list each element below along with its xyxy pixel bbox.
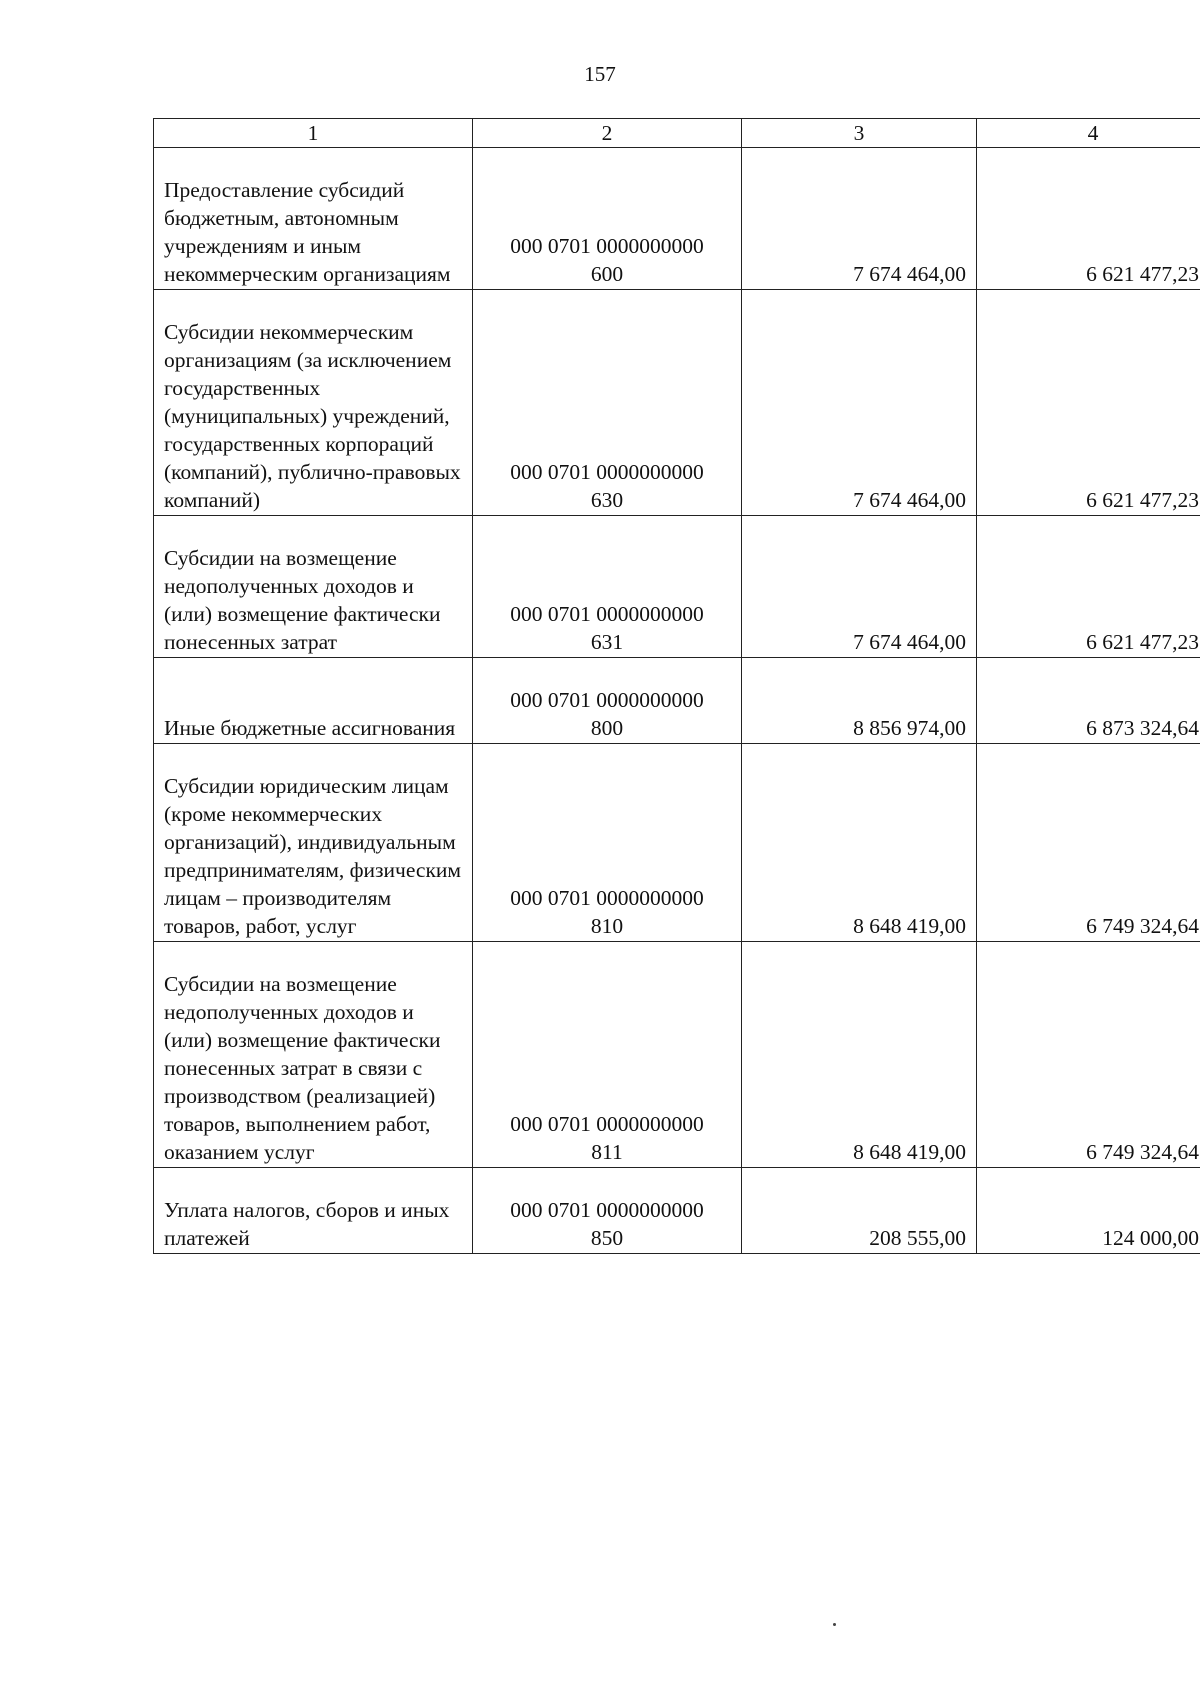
row-name: Субсидии некоммерческим организациям (за исключением государственных (муниципальных) учреждений, государственных корпораций (компаний), публично-правовых компаний) xyxy=(154,290,473,516)
table-row xyxy=(154,744,1200,942)
row-code xyxy=(473,516,742,658)
column-header-2: 2 xyxy=(473,119,742,148)
scan-speck xyxy=(833,1623,836,1626)
row-code xyxy=(473,1168,742,1254)
row-value-2: 6 873 324,64 xyxy=(977,658,1200,744)
table-header-row xyxy=(154,119,1200,148)
code-line-1: 000 0701 0000000000 xyxy=(510,886,704,910)
row-name: Субсидии на возмещение недополученных доходов и (или) возмещение фактически понесенных затрат xyxy=(154,516,473,658)
row-value-1: 8 648 419,00 xyxy=(742,744,977,942)
row-value-2: 6 621 477,23 xyxy=(977,290,1200,516)
code-line-1: 000 0701 0000000000 xyxy=(510,1112,704,1136)
row-value-2: 6 621 477,23 xyxy=(977,148,1200,290)
row-name: Уплата налогов, сборов и иных платежей xyxy=(154,1168,473,1254)
row-value-1: 8 648 419,00 xyxy=(742,942,977,1168)
row-code xyxy=(473,942,742,1168)
code-line-2: 630 xyxy=(590,488,624,512)
row-value-1: 7 674 464,00 xyxy=(742,516,977,658)
code-line-1: 000 0701 0000000000 xyxy=(510,688,704,712)
table-row xyxy=(154,516,1200,658)
row-name: Иные бюджетные ассигнования xyxy=(154,658,473,744)
code-line-2: 600 xyxy=(590,262,624,286)
code-line-2: 850 xyxy=(590,1226,624,1250)
column-header-1: 1 xyxy=(154,119,473,148)
table-row xyxy=(154,148,1200,290)
code-line-2: 811 xyxy=(591,1140,623,1164)
code-line-2: 631 xyxy=(590,630,624,654)
row-value-2: 6 749 324,64 xyxy=(977,744,1200,942)
table-row xyxy=(154,1168,1200,1254)
row-name: Субсидии юридическим лицам (кроме некоммерческих организаций), индивидуальным предпринимателям, физическим лицам – производителям товаров, работ, услуг xyxy=(154,744,473,942)
row-code xyxy=(473,658,742,744)
row-code xyxy=(473,744,742,942)
code-line-2: 810 xyxy=(590,914,624,938)
code-line-2: 800 xyxy=(590,716,624,740)
row-value-1: 8 856 974,00 xyxy=(742,658,977,744)
row-value-2: 6 621 477,23 xyxy=(977,516,1200,658)
row-name: Предоставление субсидий бюджетным, автономным учреждениям и иным некоммерческим организациям xyxy=(154,148,473,290)
row-code xyxy=(473,148,742,290)
row-value-2: 124 000,00 xyxy=(977,1168,1200,1254)
row-name: Субсидии на возмещение недополученных доходов и (или) возмещение фактически понесенных затрат в связи с производством (реализацией) товаров, выполнением работ, оказанием услуг xyxy=(154,942,473,1168)
column-header-4: 4 xyxy=(977,119,1200,148)
table-row xyxy=(154,290,1200,516)
code-line-1: 000 0701 0000000000 xyxy=(510,460,704,484)
budget-table xyxy=(153,118,1200,1254)
code-line-1: 000 0701 0000000000 xyxy=(510,1198,704,1222)
table-row xyxy=(154,658,1200,744)
code-line-1: 000 0701 0000000000 xyxy=(510,234,704,258)
column-header-3: 3 xyxy=(742,119,977,148)
page-number: 157 xyxy=(584,62,616,86)
code-line-1: 000 0701 0000000000 xyxy=(510,602,704,626)
row-value-1: 7 674 464,00 xyxy=(742,290,977,516)
row-code xyxy=(473,290,742,516)
table-row xyxy=(154,942,1200,1168)
row-value-1: 208 555,00 xyxy=(742,1168,977,1254)
row-value-1: 7 674 464,00 xyxy=(742,148,977,290)
row-value-2: 6 749 324,64 xyxy=(977,942,1200,1168)
